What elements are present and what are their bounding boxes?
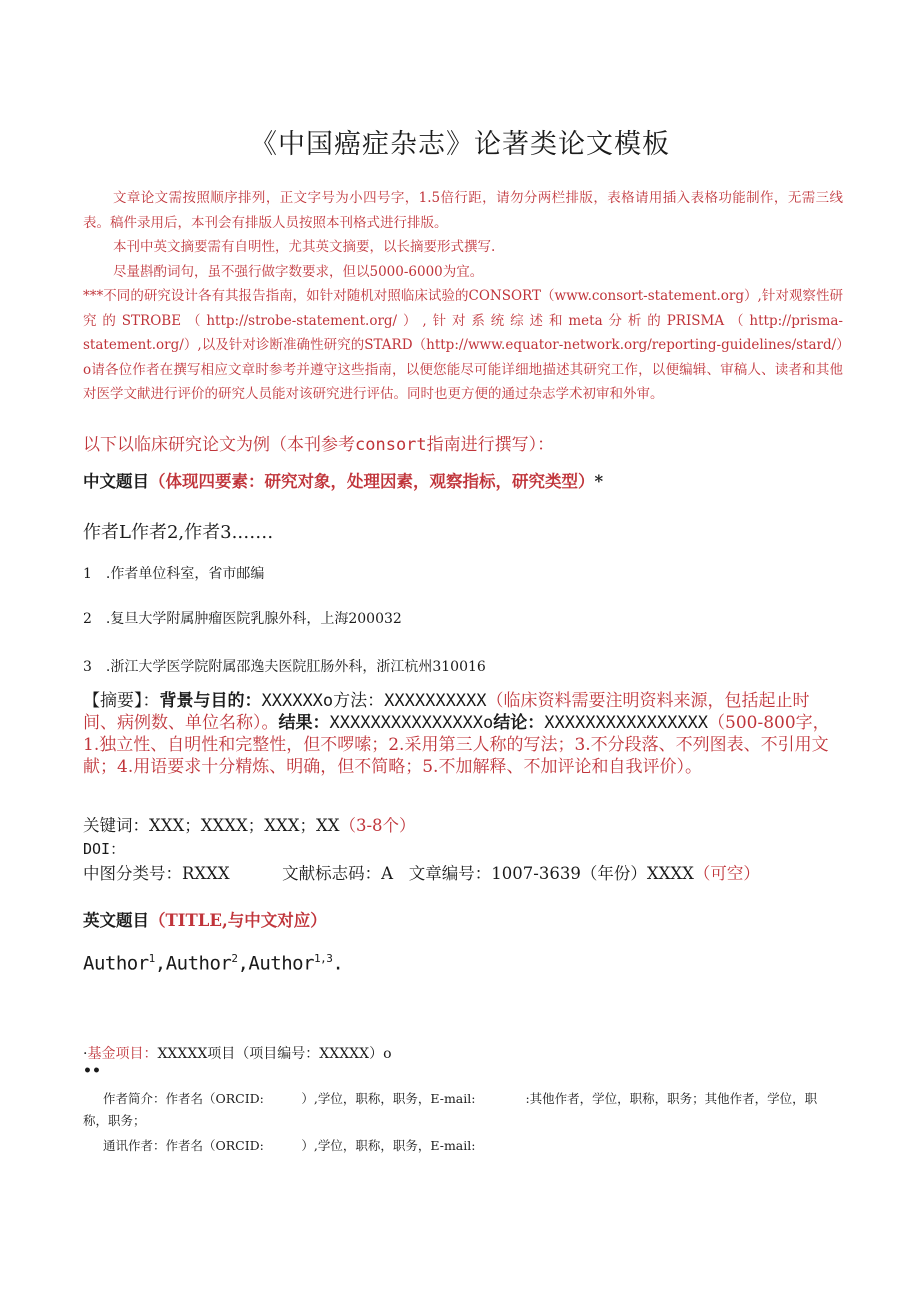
doi-line: DOI： [83, 840, 126, 858]
note-format: 文章论文需按照顺序排列，正文字号为小四号字，1.5倍行距，请勿分两栏排版，表格请用插入表格功能制作，无需三线表。稿件录用后，本刊会有排版人员按照本刊格式进行排版。 [83, 190, 843, 231]
corresponding-author: 通讯作者：作者名（ORCID: ）,学位，职称，职务，E-mail: [103, 1138, 476, 1153]
example-heading: 以下以临床研究论文为例（本刊参考consort指南进行撰写）： [83, 435, 555, 455]
english-author-list: Author$^1$,Author$^2$,Author$^{1,3}$. [83, 952, 344, 975]
keywords-line: 关键词：XXX；XXXX；XXX；XX（3-8个） [83, 816, 416, 835]
author-bio: 作者简介：作者名（ORCID: ）,学位，职称，职务，E-mail: :其他作者，学位，职称，职务；其他作者，学位，职称，职务； [83, 1091, 818, 1128]
document-code: 文献标志码：A [282, 864, 394, 883]
affiliation-1: 1 .作者单位科室，省市邮编 [83, 566, 265, 582]
classification-line [83, 860, 760, 884]
optional-hint: （可空） [693, 864, 760, 883]
abstract: 【摘要】：背景与目的：XXXXXXo方法：XXXXXXXXXX（临床资料需要注明资料来源，包括起止时间、病例数、单位名称）。结果：XXXXXXXXXXXXXXXo结论：XXXXXXXXXXXXXXXX（500-800字，1.独立性、自明性和完整性，但不啰嗦；2.采用第三人称的写法；3.不分段落、不列图表、不引用文献；4.用语要求十分精炼、明确，但不简略；5.不加解释、不加评论和自我评价）。 [83, 691, 830, 777]
classification-number: 中图分类号：RXXX [83, 864, 230, 883]
fund-line: ·基金项目：XXXXX项目（项目编号：XXXXX）o [83, 1046, 392, 1062]
document-title: 《中国癌症杂志》论著类论文模板 [250, 129, 670, 160]
note-abstract: 本刊中英文摘要需有自明性，尤其英文摘要，以长摘要形式撰写. [113, 239, 496, 255]
chinese-title-line: 中文题目（体现四要素：研究对象，处理因素，观察指标，研究类型）* [83, 472, 604, 491]
note-length: 尽量斟酌词句，虽不强行做字数要求，但以5000-6000为宜。 [113, 263, 484, 280]
affiliation-3: 3 .浙江大学医学院附属邵逸夫医院肛肠外科，浙江杭州310016 [83, 659, 486, 675]
separator-dots: •• [83, 1063, 101, 1079]
article-number: 文章编号：1007-3639（年份）XXXX [408, 864, 694, 883]
author-list: 作者L作者2,作者3.…… [83, 522, 274, 543]
english-title-line: 英文题目（TITLE,与中文对应） [83, 911, 327, 930]
affiliation-2: 2 .复旦大学附属肿瘤医院乳腺外科，上海200032 [83, 611, 402, 627]
author-instructions [83, 186, 843, 407]
note-guidelines: ***不同的研究设计各有其报告指南，如针对随机对照临床试验的CONSORT（www.consort-statement.org）,针对观察性研究的STROBE（http://strobe-statement.org/）,针对系统综述和meta分析的PRISMA（http://prisma-statement.org/）,以及针对诊断准确性研究的STARD（http://www.equator-network.org/reporting-guidelines/stard/）o请各位作者在撰写相应文章时参考并遵守这些指南，以便您能尽可能详细地描述其研究工作，以便编辑、审稿人、读者和其他对医学文献进行评价的研究人员能对该研究进行评估。同时也更方便的通过杂志学术初审和外审。 [83, 288, 843, 402]
